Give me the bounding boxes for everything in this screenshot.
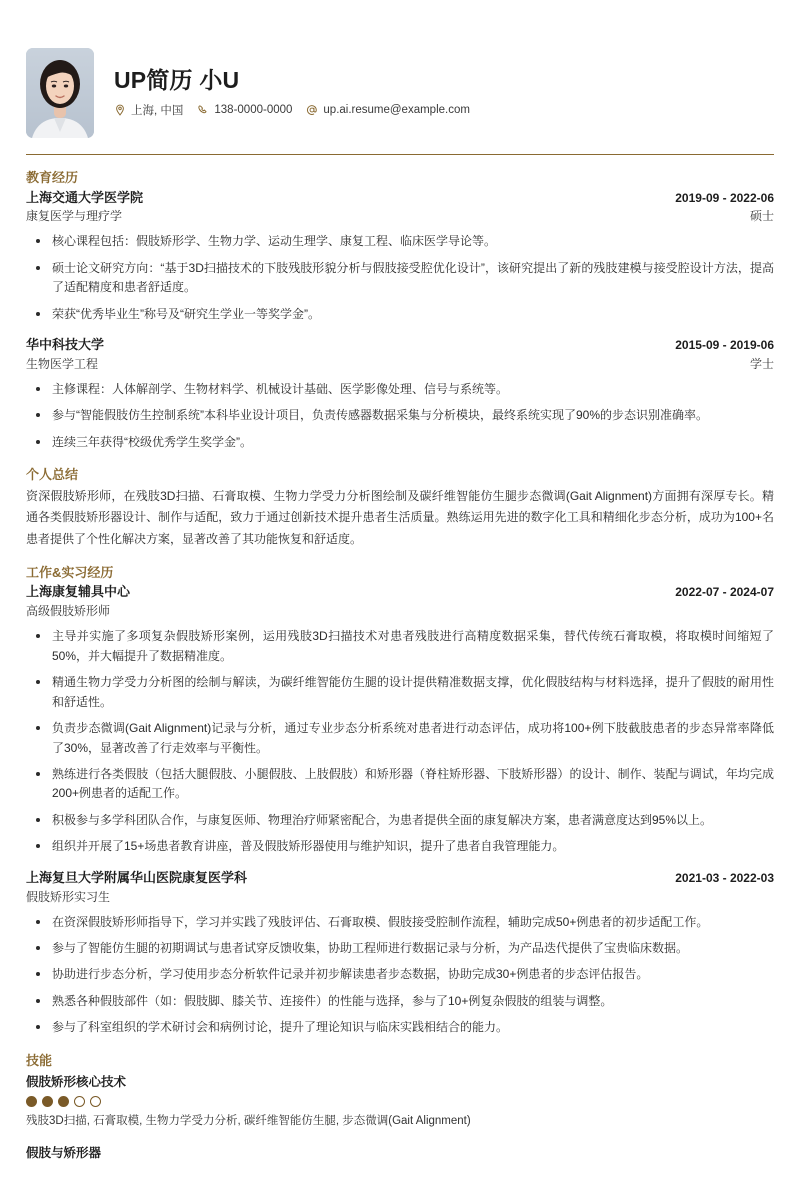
skill-dot-empty: [74, 1096, 85, 1107]
education-org: 上海交通大学医学院: [26, 189, 144, 205]
list-item: 协助进行步态分析，学习使用步态分析软件记录并初步解读患者步态数据，协助完成30+例患者的步态评估报告。: [26, 965, 774, 984]
identity-block: [114, 68, 470, 118]
contact-email-text: up.ai.resume@example.com: [323, 104, 470, 117]
education-major: 生物医学工程: [26, 356, 99, 371]
skill-dot-empty: [90, 1096, 101, 1107]
page-title: UP简历 小U: [114, 66, 240, 93]
section-title-summary: 个人总结: [26, 467, 79, 483]
skill-group-name: 假肢与矫形器: [26, 1145, 102, 1160]
location-pin-icon: [114, 104, 126, 116]
contact-email: [306, 104, 470, 116]
list-item: 荣获“优秀毕业生”称号及“研究生学业一等奖学金”。: [26, 305, 774, 324]
contact-location: [114, 102, 183, 118]
education-date: 2019-09 - 2022-06: [675, 190, 774, 205]
section-experience: [26, 564, 774, 1038]
skill-level-dots: [26, 1096, 774, 1107]
contact-phone: [197, 104, 292, 116]
list-item: 参与“智能假肢仿生控制系统”本科毕业设计项目，负责传感器数据采集与分析模块，最终系统实现了90%的步态识别准确率。: [26, 406, 774, 425]
section-education: [26, 169, 774, 452]
section-title-skills: 技能: [26, 1052, 53, 1068]
list-item: 组织并开展了15+场患者教育讲座，普及假肢矫形器使用与维护知识，提升了患者自我管理能力。: [26, 837, 774, 856]
list-item: 在资深假肢矫形师指导下，学习并实践了残肢评估、石膏取模、假肢接受腔制作流程，辅助完成50+例患者的初步适配工作。: [26, 913, 774, 932]
contact-location-text: 上海, 中国: [131, 105, 184, 118]
skill-group: [26, 1072, 774, 1130]
list-item: 负责步态微调(Gait Alignment)记录与分析，通过专业步态分析系统对患者进行动态评估，成功将100+例下肢截肢患者的步态异常率降低了30%，显著改善了行走效率与平衡性。: [26, 719, 774, 758]
list-item: 硕士论文研究方向：“基于3D扫描技术的下肢残肢形貌分析与假肢接受腔优化设计”，该研究提出了新的残肢建模与接受腔设计方法，提高了适配精度和患者舒适度。: [26, 259, 774, 298]
skill-dot-filled: [58, 1096, 69, 1107]
experience-org: 上海康复辅具中心: [26, 584, 131, 600]
section-title-experience: 工作&实习经历: [26, 564, 114, 580]
skill-dot-filled: [26, 1096, 37, 1107]
education-degree: 学士: [749, 356, 774, 371]
section-title-education: 教育经历: [26, 170, 79, 185]
skill-dot-filled: [42, 1096, 53, 1107]
education-entry: [26, 189, 774, 325]
education-date: 2015-09 - 2019-06: [675, 338, 774, 353]
list-item: 积极参与多学科团队合作，与康复医师、物理治疗师紧密配合，为患者提供全面的康复解决方案，患者满意度达到95%以上。: [26, 811, 774, 830]
contact-phone-text: 138-0000-0000: [214, 104, 293, 117]
header-divider: [26, 154, 774, 155]
experience-bullets: [26, 627, 774, 856]
list-item: 精通生物力学受力分析图的绘制与解读，为碳纤维智能仿生腿的设计提供精准数据支撑，优化假肢结构与材料选择，提升了假肢的耐用性和舒适性。: [26, 673, 774, 712]
education-entry: [26, 336, 774, 452]
education-major: 康复医学与理疗学: [26, 209, 123, 224]
skill-items: 残肢3D扫描, 石膏取模, 生物力学受力分析, 碳纤维智能仿生腿, 步态微调(Gait Alignment): [26, 1115, 471, 1128]
at-sign-icon: [306, 104, 318, 116]
education-degree: 硕士: [749, 209, 774, 224]
resume-header: [26, 30, 774, 154]
section-skills: [26, 1052, 774, 1163]
summary-text: 资深假肢矫形师，在残肢3D扫描、石膏取模、生物力学受力分析图绘制及碳纤维智能仿生腿步态微调(Gait Alignment)方面拥有深厚专长。精通各类假肢矫形器设计、制作与适配，致力于通过创新技术提升患者生活质量。熟练运用先进的数字化工具和精细化步态分析，成功为100+名患者提供了个性化解决方案，显著改善了其功能恢复和舒适度。: [26, 488, 774, 546]
list-item: 熟练进行各类假肢（包括大腿假肢、小腿假肢、上肢假肢）和矫形器（脊柱矫形器、下肢矫形器）的设计、制作、装配与调试，年均完成200+例患者的适配工作。: [26, 765, 774, 804]
education-bullets: [26, 232, 774, 324]
list-item: 参与了智能仿生腿的初期调试与患者试穿反馈收集，协助工程师进行数据记录与分析，为产品迭代提供了宝贵临床数据。: [26, 939, 774, 958]
avatar: [26, 48, 94, 138]
experience-role: 假肢矫形实习生: [26, 889, 111, 904]
experience-org: 上海复旦大学附属华山医院康复医学科: [26, 869, 248, 885]
experience-date: 2022-07 - 2024-07: [675, 585, 774, 600]
experience-entry: [26, 869, 774, 1038]
education-org: 华中科技大学: [26, 337, 105, 353]
section-summary: [26, 466, 774, 550]
list-item: 主导并实施了多项复杂假肢矫形案例，运用残肢3D扫描技术对患者残肢进行高精度数据采集，替代传统石膏取模，将取模时间缩短了50%，并大幅提升了数据精准度。: [26, 627, 774, 666]
list-item: 连续三年获得“校级优秀学生奖学金”。: [26, 433, 774, 452]
skill-group-name: 假肢矫形核心技术: [26, 1075, 127, 1090]
experience-date: 2021-03 - 2022-03: [675, 870, 774, 885]
experience-bullets: [26, 913, 774, 1038]
experience-role: 高级假肢矫形师: [26, 604, 111, 619]
list-item: 熟悉各种假肢部件（如：假肢脚、膝关节、连接件）的性能与选择，参与了10+例复杂假肢的组装与调整。: [26, 992, 774, 1011]
skill-group: [26, 1143, 774, 1163]
experience-entry: [26, 583, 774, 856]
phone-icon: [197, 104, 209, 116]
list-item: 核心课程包括：假肢矫形学、生物力学、运动生理学、康复工程、临床医学导论等。: [26, 232, 774, 251]
list-item: 主修课程：人体解剖学、生物材料学、机械设计基础、医学影像处理、信号与系统等。: [26, 380, 774, 399]
contact-list: [114, 102, 470, 118]
education-bullets: [26, 380, 774, 452]
list-item: 参与了科室组织的学术研讨会和病例讨论，提升了理论知识与临床实践相结合的能力。: [26, 1018, 774, 1037]
